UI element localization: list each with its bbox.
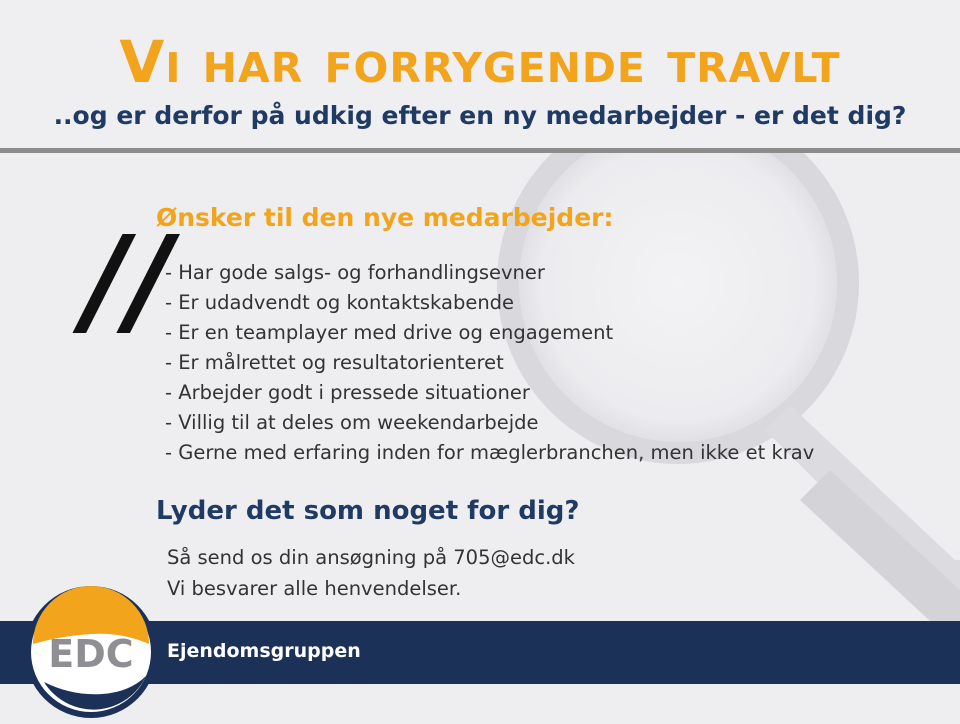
page-title: Vi har forrygende travlt — [119, 28, 841, 96]
footer-label: Ejendomsgruppen — [167, 640, 361, 662]
list-item: - Arbejder godt i pressede situationer — [165, 381, 530, 404]
cta-heading: Lyder det som noget for dig? — [156, 496, 580, 526]
wishes-heading: Ønsker til den nye medarbejder: — [156, 203, 614, 232]
page-subtitle: ..og er derfor på udkig efter en ny medarbejder - er det dig? — [53, 101, 907, 130]
list-item: - Er en teamplayer med drive og engagement — [165, 321, 614, 344]
list-item: - Villig til at deles om weekendarbejde — [165, 411, 539, 434]
cta-line-apply: Så send os din ansøgning på 705@edc.dk — [167, 546, 575, 569]
quote-mark: // — [84, 212, 172, 351]
logo-text: EDC — [48, 632, 134, 676]
wishes-list — [165, 258, 814, 468]
list-item: - Har gode salgs- og forhandlingsevner — [165, 261, 545, 284]
cta-line-reply: Vi besvarer alle henvendelser. — [167, 577, 462, 600]
list-item: - Gerne med erfaring inden for mæglerbranchen, men ikke et krav — [165, 441, 815, 464]
cta-text — [167, 542, 575, 604]
list-item: - Er udadvendt og kontaktskabende — [165, 291, 515, 314]
list-item: - Er målrettet og resultatorienteret — [165, 351, 504, 374]
edc-logo — [22, 584, 160, 720]
